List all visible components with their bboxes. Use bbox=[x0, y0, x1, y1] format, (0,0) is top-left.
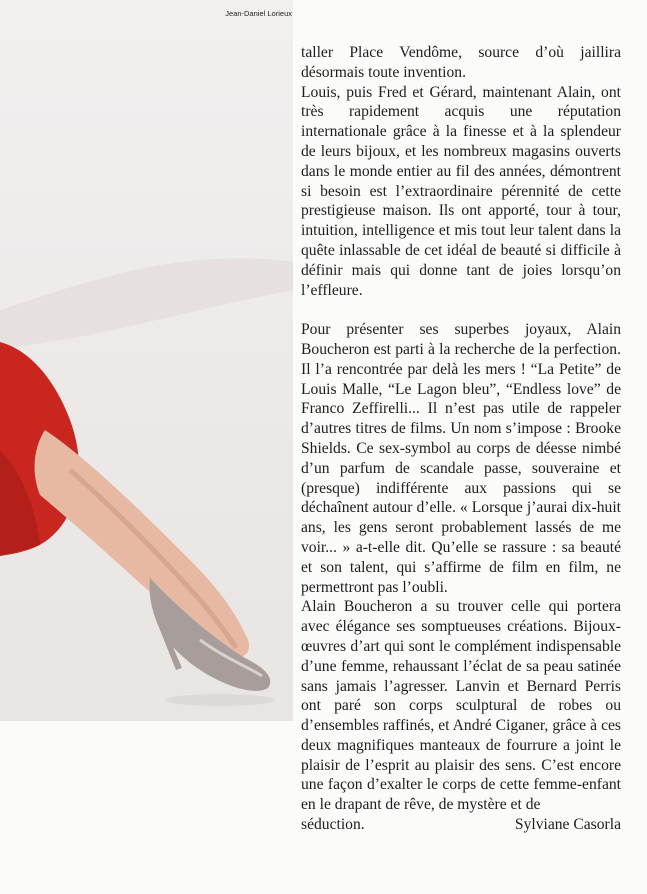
photo-illustration bbox=[0, 0, 293, 721]
paragraph-4: Alain Boucheron a su trouver celle qui portera avec élégance ses somptueuses créations. Bijoux-œuvres d’art qui sont le complément indispensable d’une femme, rehaussant l’éclat de sa peau satinée sans jamais l’agresser. Lanvin et Bernard Perris ont paré son corps sculptural de robes ou d’ensembles raffinés, et André Ciganer, grâce à ces deux magnifiques manteaux de fourrure a joint le plaisir de l’esprit au plaisir des sens. C’est encore une façon d’exalter le corps de cette femme-enfant en le drapant de rêve, de mystère et de bbox=[301, 598, 621, 814]
paragraph-1: taller Place Vendôme, source d’où jaillira désormais toute invention. bbox=[301, 44, 621, 81]
closing-line bbox=[301, 815, 621, 835]
paragraph-2: Louis, puis Fred et Gérard, maintenant Alain, ont très rapidement acquis une réputation internationale grâce à la finesse et à la splendeur de leurs bijoux, et les nombreux magasins ouverts dans le monde entier au fil des années, démontrent si besoin est l’extraordinaire pérennité de cette prestigieuse maison. Ils ont apporté, tour à tour, intuition, intelligence et mis tout leur talent dans la quête inlassable de cet idéal de beauté si difficile à définir mais qui donne tant de joies lorsqu’on l’effleure. bbox=[301, 83, 621, 299]
background-hill bbox=[0, 258, 293, 350]
shoe-shadow bbox=[165, 694, 275, 706]
paragraph-spacer bbox=[301, 300, 621, 320]
author-signature: Sylviane Casorla bbox=[514, 816, 621, 834]
paragraph-4-end: séduction. bbox=[301, 816, 365, 834]
photo-credit: Jean-Daniel Lorieux bbox=[225, 9, 292, 18]
fashion-photo bbox=[0, 0, 293, 721]
paragraph-3: Pour présenter ses superbes joyaux, Alain Boucheron est parti à la recherche de la perfection. Il l’a rencontrée par delà les mers ! “La Petite” de Louis Malle, “Le Lagon bleu”, “Endless love” de Franco Zeffirelli... Il n’est pas utile de rappeler d’autres titres de films. Un nom s’impose : Brooke Shields. Ce sex-symbol au corps de déesse nimbé d’un parfum de scandale passe, souveraine et (presque) indifférente aux passions qui se déchaînent autour d’elle. « Lorsque j’aurai dix-huit ans, les gens seront probablement lassés de me voir... » a-t-elle dit. Qu’elle se rassure : sa beauté et son talent, qui s’affirme de film en film, ne permettront pas l’oubli. bbox=[301, 321, 621, 596]
article-column bbox=[301, 43, 621, 835]
